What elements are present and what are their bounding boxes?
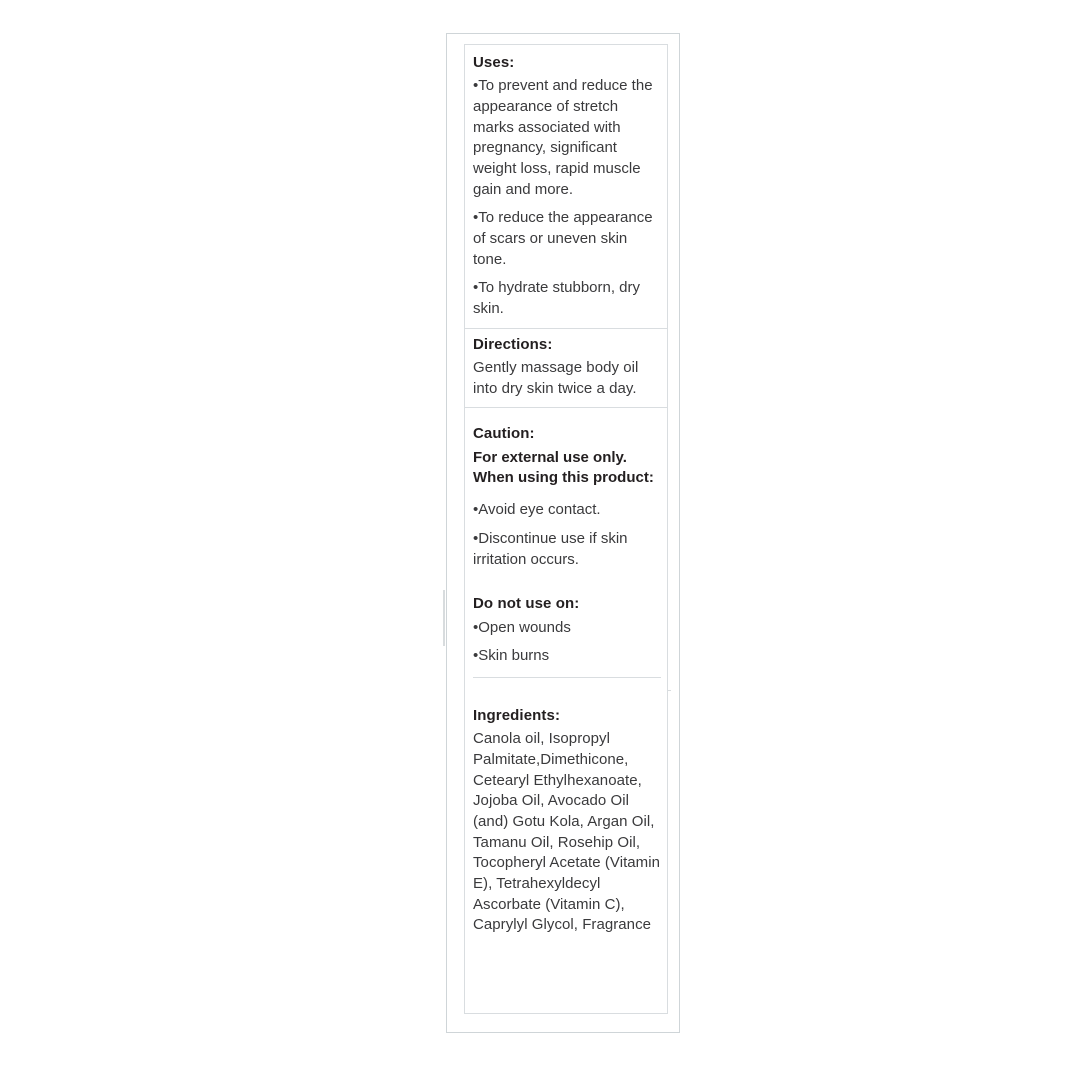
do-not-use-bullet: •Open wounds	[473, 618, 571, 636]
do-not-use-section	[465, 578, 667, 686]
label-panel	[464, 44, 668, 1014]
ingredients-section	[465, 686, 667, 944]
caution-section	[465, 408, 667, 578]
caution-heading: Caution:	[473, 425, 535, 443]
directions-heading: Directions:	[473, 335, 553, 353]
caution-bullet: •Avoid eye contact.	[473, 501, 601, 519]
ingredients-top-spacer	[473, 696, 661, 706]
directions-text: Gently massage body oil into dry skin twice a day.	[473, 359, 639, 397]
ingredients-text: Canola oil, Isopropyl Palmitate,Dimethicone, Cetearyl Ethylhexanoate, Jojoba Oil, Avocado Oil (and) Gotu Kola, Argan Oil, Tamanu Oil, Rosehip Oil, Tocopheryl Acetate (Vitamin E), Tetrahexyldecyl Ascorbate (Vitamin C), Caprylyl Glycol, Fragrance	[473, 730, 661, 934]
do-not-use-top-spacer	[473, 584, 661, 594]
directions-section	[465, 329, 667, 409]
uses-bullet: •To prevent and reduce the appearance of stretch marks associated with pregnancy, significant weight loss, rapid muscle gain and more.	[473, 77, 653, 198]
carton-score-line-left	[443, 590, 445, 646]
caution-mid-spacer	[473, 490, 661, 500]
caution-bullet: •Discontinue use if skin irritation occurs.	[473, 529, 628, 568]
uses-section	[465, 45, 667, 329]
section-divider	[473, 677, 661, 678]
do-not-use-heading: Do not use on:	[473, 595, 580, 613]
uses-bullet: •To reduce the appearance of scars or uneven skin tone.	[473, 209, 653, 268]
ingredients-heading: Ingredients:	[473, 706, 561, 724]
uses-bullet: •To hydrate stubborn, dry skin.	[473, 279, 641, 318]
caution-top-spacer	[473, 414, 661, 424]
do-not-use-bullet: •Skin burns	[473, 647, 550, 665]
uses-heading: Uses:	[473, 54, 515, 71]
caution-subheading: For external use only. When using this product:	[473, 448, 654, 486]
